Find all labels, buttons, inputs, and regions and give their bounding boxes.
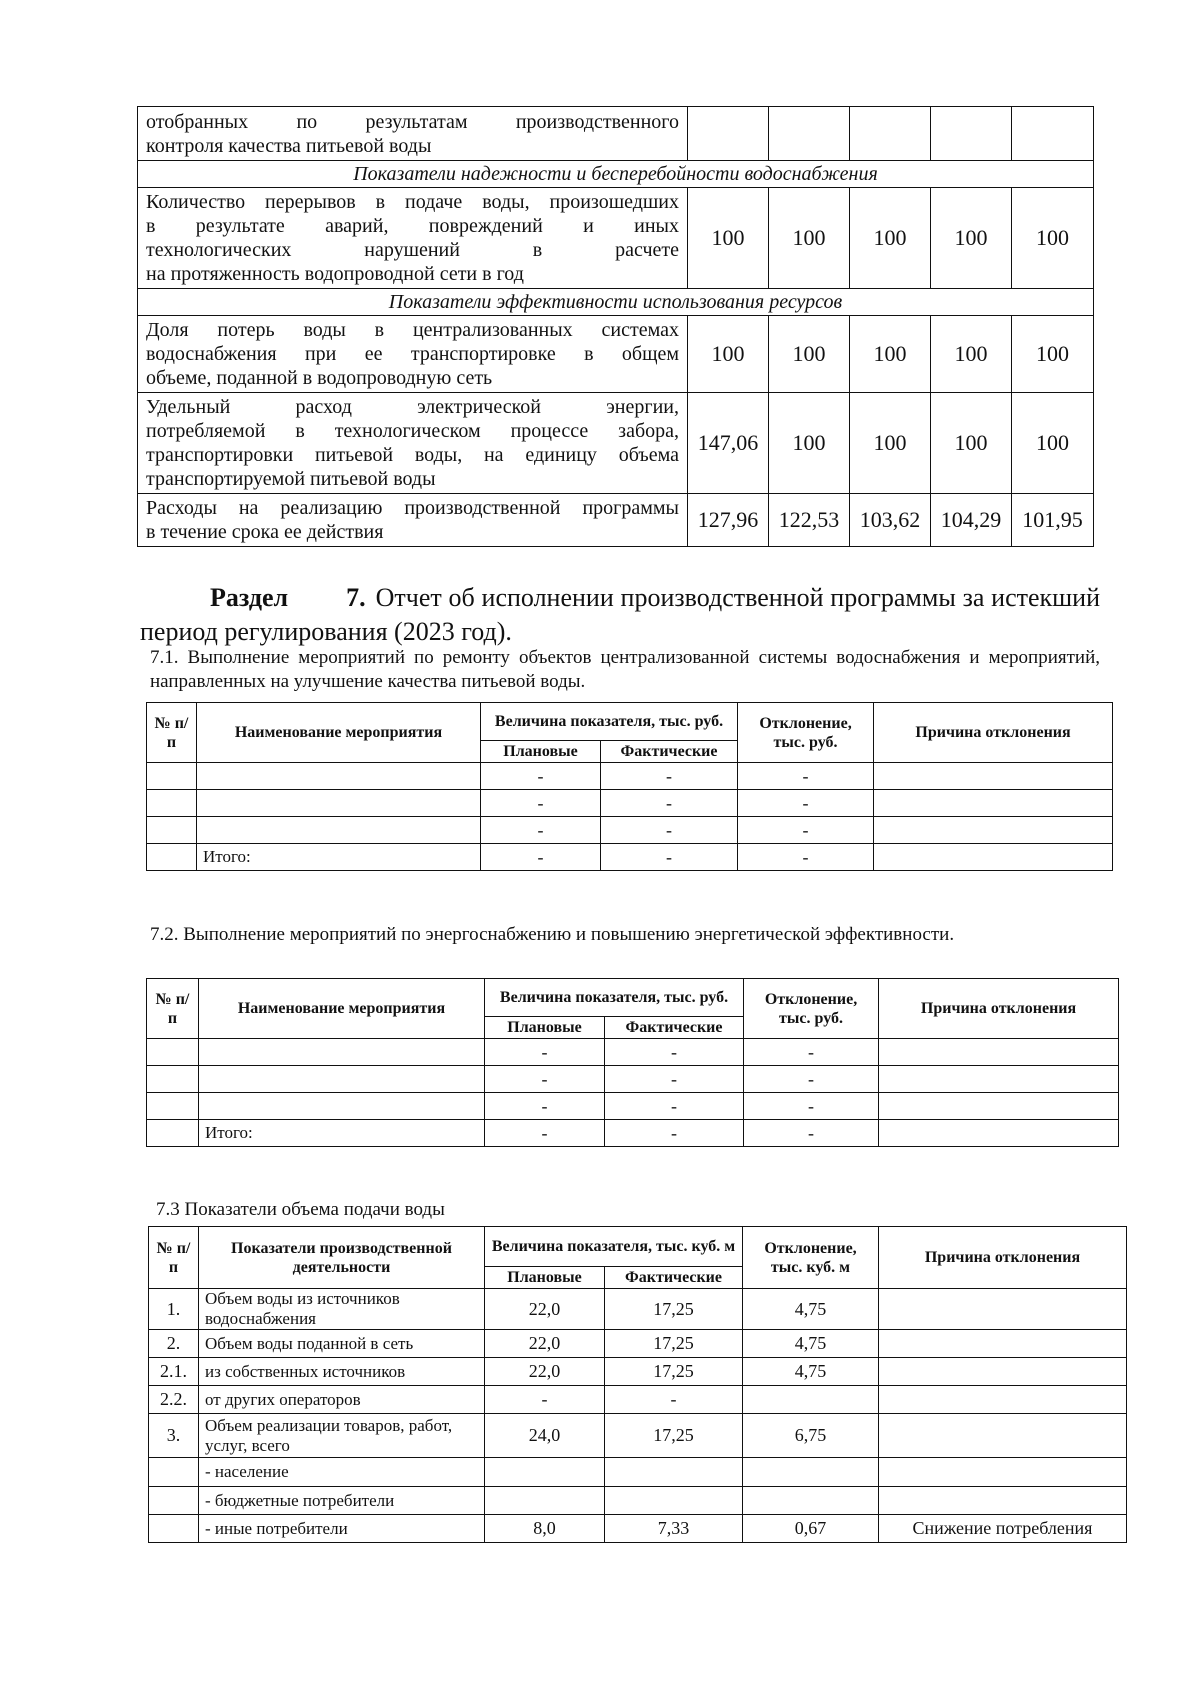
- row-deviation: [743, 1458, 879, 1487]
- header-deviation: Отклонение, тыс. куб. м: [743, 1227, 879, 1289]
- row-plan: 22,0: [485, 1330, 605, 1358]
- row-number: [147, 1066, 199, 1093]
- header-num: № п/п: [147, 979, 199, 1039]
- table-row: [149, 1386, 1127, 1414]
- row-reason: [879, 1289, 1127, 1330]
- row-number: 2.1.: [149, 1358, 199, 1386]
- header-num: № п/п: [147, 703, 197, 763]
- row-fact: -: [601, 790, 738, 817]
- row-name: - иные потребители: [199, 1515, 485, 1543]
- header-fact: Фактические: [605, 1267, 743, 1289]
- header-reason: Причина отклонения: [879, 1227, 1127, 1289]
- row-reason: [879, 1487, 1127, 1515]
- row-number: 2.2.: [149, 1386, 199, 1414]
- row-plan: -: [481, 763, 601, 790]
- indicator-value: 100: [688, 316, 769, 393]
- indicators-table-body: [138, 107, 1094, 547]
- row-reason: [879, 1386, 1127, 1414]
- row-name: Итого:: [197, 844, 481, 871]
- indicator-value: 100: [931, 316, 1012, 393]
- table-row: [147, 1039, 1119, 1066]
- row-plan: -: [485, 1039, 605, 1066]
- row-plan: -: [481, 817, 601, 844]
- indicator-value: [688, 107, 769, 161]
- table-row: [149, 1330, 1127, 1358]
- row-deviation: [743, 1487, 879, 1515]
- row-number: [147, 790, 197, 817]
- header-name: Показатели производственной деятельности: [199, 1227, 485, 1289]
- row-reason: [874, 844, 1113, 871]
- row-deviation: 4,75: [743, 1330, 879, 1358]
- header-num: № п/п: [149, 1227, 199, 1289]
- section-title: Отчет об исполнении производственной программы за истекший период регулирования (2023 год).: [140, 583, 1100, 646]
- indicator-name-line: транспортировки питьевой воды, на единицу объема: [146, 444, 679, 466]
- indicator-value: 100: [931, 188, 1012, 289]
- header-plan: Плановые: [481, 741, 601, 763]
- row-fact: -: [601, 817, 738, 844]
- indicator-name: [138, 107, 688, 161]
- table-7-3: [148, 1226, 1127, 1543]
- row-fact: 7,33: [605, 1515, 743, 1543]
- row-reason: [874, 817, 1113, 844]
- row-number: [147, 1093, 199, 1120]
- table-row: [149, 1487, 1127, 1515]
- indicator-name-line: на протяженность водопроводной сети в год: [146, 263, 524, 285]
- row-number: [149, 1458, 199, 1487]
- indicators-table: [137, 106, 1094, 547]
- table-row: [149, 1515, 1127, 1543]
- row-plan: -: [485, 1120, 605, 1147]
- indicator-name-line: отобранных по результатам производственного: [146, 110, 679, 133]
- row-reason: [874, 790, 1113, 817]
- indicator-value: 127,96: [688, 494, 769, 547]
- indicator-value: [769, 107, 850, 161]
- table-row: [147, 763, 1113, 790]
- table-7-1-body: [147, 763, 1113, 871]
- caption-7-1: 7.1. Выполнение мероприятий по ремонту объектов централизованной системы водоснабжения и мероприятий, направленных на улучшение качества питьевой воды.: [150, 647, 1100, 692]
- row-deviation: -: [744, 1039, 879, 1066]
- row-plan: 8,0: [485, 1515, 605, 1543]
- row-fact: -: [605, 1093, 744, 1120]
- row-number: [147, 763, 197, 790]
- row-reason: [879, 1330, 1127, 1358]
- indicator-value: 100: [1012, 393, 1094, 494]
- indicator-value: 100: [850, 393, 931, 494]
- indicator-value: 100: [931, 393, 1012, 494]
- indicator-name: [138, 494, 688, 547]
- row-deviation: 4,75: [743, 1289, 879, 1330]
- table-7-3-body: [149, 1289, 1127, 1543]
- row-number: [149, 1487, 199, 1515]
- row-number: 2.: [149, 1330, 199, 1358]
- indicator-value: [850, 107, 931, 161]
- row-fact: 17,25: [605, 1414, 743, 1458]
- row-name: из собственных источников: [199, 1358, 485, 1386]
- row-number: [147, 844, 197, 871]
- row-reason: [874, 763, 1113, 790]
- row-reason: [879, 1039, 1119, 1066]
- header-value: Величина показателя, тыс. руб.: [485, 979, 744, 1017]
- row-fact: -: [605, 1120, 744, 1147]
- header-deviation: Отклонение, тыс. руб.: [744, 979, 879, 1039]
- section-7-heading: [140, 581, 1100, 649]
- row-deviation: -: [738, 844, 874, 871]
- indicator-name: [138, 316, 688, 393]
- row-deviation: [743, 1386, 879, 1414]
- row-name: [197, 763, 481, 790]
- row-number: [147, 1039, 199, 1066]
- indicator-value: [931, 107, 1012, 161]
- row-fact: -: [601, 763, 738, 790]
- row-fact: -: [601, 844, 738, 871]
- row-fact: 17,25: [605, 1289, 743, 1330]
- row-name: Объем реализации товаров, работ, услуг, всего: [199, 1414, 485, 1458]
- row-deviation: 4,75: [743, 1358, 879, 1386]
- header-deviation: Отклонение, тыс. руб.: [738, 703, 874, 763]
- row-reason: [879, 1458, 1127, 1487]
- row-deviation: 6,75: [743, 1414, 879, 1458]
- row-number: 3.: [149, 1414, 199, 1458]
- indicator-value: 100: [688, 188, 769, 289]
- indicator-value: 100: [850, 316, 931, 393]
- row-deviation: -: [738, 817, 874, 844]
- indicator-value: 122,53: [769, 494, 850, 547]
- row-plan: 24,0: [485, 1414, 605, 1458]
- header-fact: Фактические: [605, 1017, 744, 1039]
- row-fact: 17,25: [605, 1358, 743, 1386]
- row-name: [199, 1093, 485, 1120]
- row-deviation: -: [744, 1066, 879, 1093]
- indicator-name: [138, 393, 688, 494]
- indicator-name-line: Количество перерывов в подаче воды, произошедших: [146, 191, 679, 213]
- indicator-name-line: технологических нарушений в расчете: [146, 239, 679, 261]
- row-reason: Снижение потребления: [879, 1515, 1127, 1543]
- indicator-row: [138, 316, 1094, 393]
- row-deviation: -: [744, 1120, 879, 1147]
- row-plan: 22,0: [485, 1358, 605, 1386]
- indicator-row: [138, 107, 1094, 161]
- caption-7-3: 7.3 Показатели объема подачи воды: [156, 1199, 445, 1220]
- indicator-name-line: транспортируемой питьевой воды: [146, 468, 436, 490]
- header-value: Величина показателя, тыс. руб.: [481, 703, 738, 741]
- indicator-value: 100: [850, 188, 931, 289]
- row-number: [149, 1515, 199, 1543]
- row-deviation: 0,67: [743, 1515, 879, 1543]
- row-reason: [879, 1066, 1119, 1093]
- category-row: [138, 161, 1094, 188]
- row-fact: [605, 1458, 743, 1487]
- row-name: Объем воды поданной в сеть: [199, 1330, 485, 1358]
- category-row: [138, 289, 1094, 316]
- table-row: [147, 790, 1113, 817]
- indicator-row: [138, 494, 1094, 547]
- caption-7-2: 7.2. Выполнение мероприятий по энергоснабжению и повышению энергетической эффективности.: [150, 924, 955, 945]
- row-deviation: -: [744, 1093, 879, 1120]
- row-name: от других операторов: [199, 1386, 485, 1414]
- row-name: [199, 1039, 485, 1066]
- table-row: [147, 1093, 1119, 1120]
- indicator-value: 103,62: [850, 494, 931, 547]
- indicator-row: [138, 393, 1094, 494]
- row-plan: -: [481, 844, 601, 871]
- indicator-name-line: водоснабжения при ее транспортировке в общем: [146, 343, 679, 365]
- table-7-1: [146, 702, 1113, 871]
- category-title: Показатели надежности и бесперебойности водоснабжения: [138, 161, 1094, 188]
- table-row: [147, 817, 1113, 844]
- row-plan: -: [485, 1386, 605, 1414]
- header-plan: Плановые: [485, 1267, 605, 1289]
- indicator-name-line: в результате аварий, повреждений и иных: [146, 215, 679, 237]
- indicator-value: 101,95: [1012, 494, 1094, 547]
- indicator-value: 100: [769, 393, 850, 494]
- section-label: Раздел: [210, 583, 289, 612]
- row-plan: 22,0: [485, 1289, 605, 1330]
- table-row: [149, 1358, 1127, 1386]
- indicator-value: 147,06: [688, 393, 769, 494]
- row-name: [197, 817, 481, 844]
- row-deviation: -: [738, 763, 874, 790]
- row-plan: -: [485, 1093, 605, 1120]
- row-plan: -: [481, 790, 601, 817]
- header-value: Величина показателя, тыс. куб. м: [485, 1227, 743, 1267]
- row-plan: [485, 1458, 605, 1487]
- row-fact: -: [605, 1386, 743, 1414]
- row-name: Объем воды из источников водоснабжения: [199, 1289, 485, 1330]
- table-row: [149, 1414, 1127, 1458]
- indicator-name-line: контроля качества питьевой воды: [146, 134, 432, 157]
- indicator-name-line: в течение срока ее действия: [146, 521, 384, 543]
- indicator-value: 100: [1012, 316, 1094, 393]
- table-row: [149, 1289, 1127, 1330]
- category-title: Показатели эффективности использования ресурсов: [138, 289, 1094, 316]
- indicator-value: 104,29: [931, 494, 1012, 547]
- table-row: [147, 844, 1113, 871]
- row-fact: 17,25: [605, 1330, 743, 1358]
- row-plan: -: [485, 1066, 605, 1093]
- indicator-name-line: Доля потерь воды в централизованных системах: [146, 319, 679, 341]
- header-plan: Плановые: [485, 1017, 605, 1039]
- indicator-name: [138, 188, 688, 289]
- table-7-2: [146, 978, 1119, 1147]
- table-row: [149, 1458, 1127, 1487]
- indicator-value: 100: [1012, 188, 1094, 289]
- row-number: [147, 1120, 199, 1147]
- row-name: - население: [199, 1458, 485, 1487]
- header-reason: Причина отклонения: [874, 703, 1113, 763]
- header-name: Наименование мероприятия: [197, 703, 481, 763]
- header-reason: Причина отклонения: [879, 979, 1119, 1039]
- row-fact: -: [605, 1039, 744, 1066]
- row-fact: -: [605, 1066, 744, 1093]
- section-number: 7.: [346, 583, 366, 612]
- indicator-name-line: Расходы на реализацию производственной программы: [146, 497, 679, 519]
- row-reason: [879, 1093, 1119, 1120]
- indicator-name-line: объеме, поданной в водопроводную сеть: [146, 367, 493, 389]
- indicator-name-line: Удельный расход электрической энергии,: [146, 396, 679, 418]
- table-row: [147, 1066, 1119, 1093]
- indicator-value: [1012, 107, 1094, 161]
- indicator-name-line: потребляемой в технологическом процессе забора,: [146, 420, 679, 442]
- row-name: Итого:: [199, 1120, 485, 1147]
- row-reason: [879, 1414, 1127, 1458]
- row-fact: [605, 1487, 743, 1515]
- row-number: 1.: [149, 1289, 199, 1330]
- row-plan: [485, 1487, 605, 1515]
- header-name: Наименование мероприятия: [199, 979, 485, 1039]
- indicator-value: 100: [769, 316, 850, 393]
- row-reason: [879, 1358, 1127, 1386]
- row-name: - бюджетные потребители: [199, 1487, 485, 1515]
- row-deviation: -: [738, 790, 874, 817]
- row-reason: [879, 1120, 1119, 1147]
- table-7-2-body: [147, 1039, 1119, 1147]
- indicator-row: [138, 188, 1094, 289]
- indicator-value: 100: [769, 188, 850, 289]
- table-row: [147, 1120, 1119, 1147]
- header-fact: Фактические: [601, 741, 738, 763]
- row-name: [197, 790, 481, 817]
- row-number: [147, 817, 197, 844]
- row-name: [199, 1066, 485, 1093]
